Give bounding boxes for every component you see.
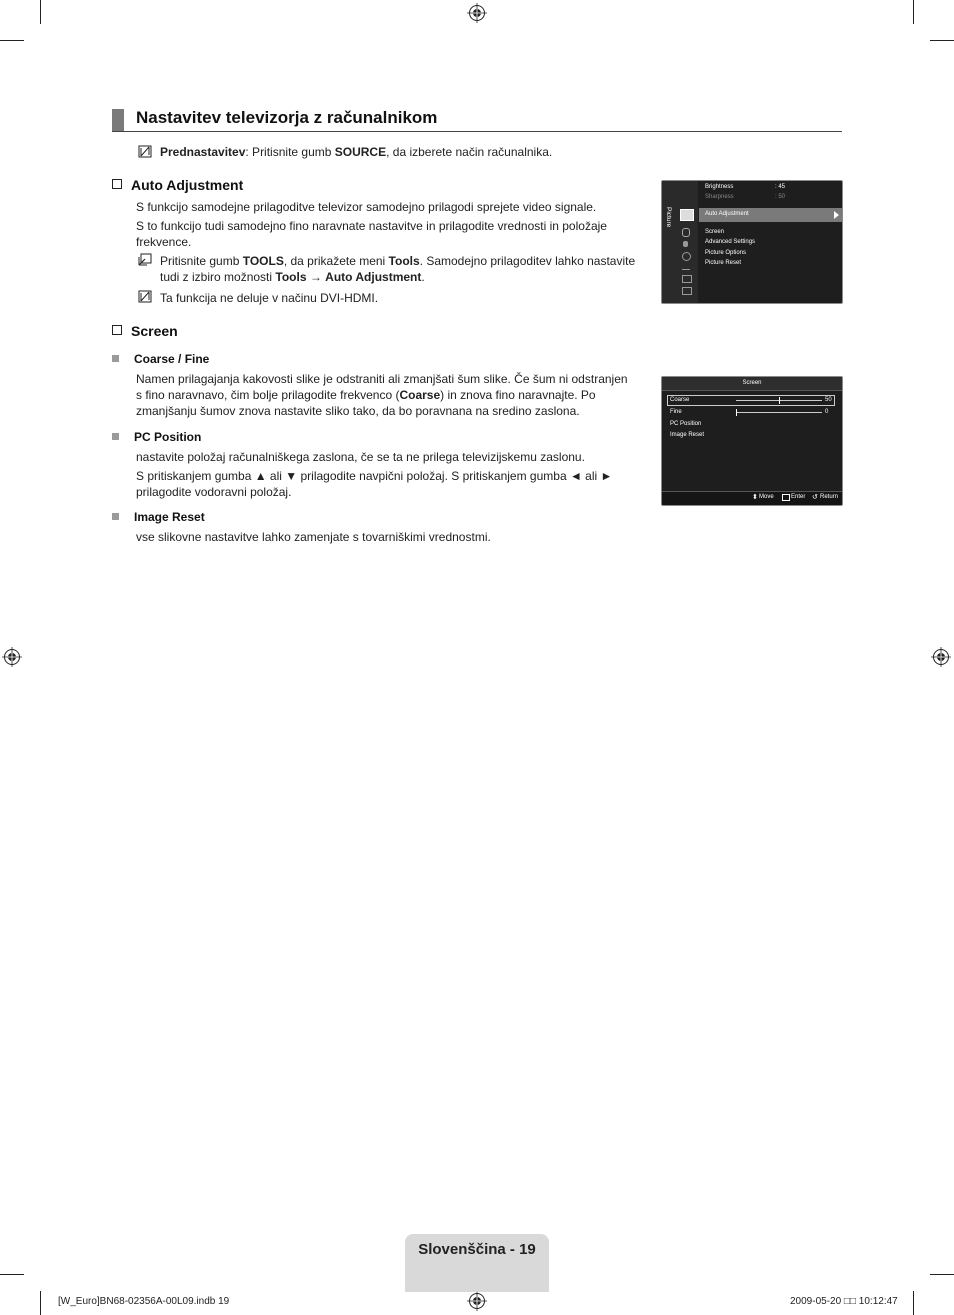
square-bullet-icon xyxy=(112,355,119,362)
osd-brightness-value: : 45 xyxy=(775,184,786,190)
osd-screen-title: Screen xyxy=(742,380,762,386)
return-icon: ↺ xyxy=(812,494,818,501)
osd-return: Return xyxy=(820,494,839,500)
checkbox-bullet-icon xyxy=(112,179,122,189)
osd-auto-adjustment[interactable]: Auto Adjustment xyxy=(705,211,749,217)
tools-line-1 xyxy=(160,253,660,269)
tools-menu: Tools xyxy=(275,270,307,284)
coarse-slider-knob[interactable] xyxy=(779,397,780,404)
section-heading: Screen xyxy=(131,323,178,339)
line: nastavite položaj računalniškega zaslona, če se ta ne prilega televizijskemu zaslonu. xyxy=(136,450,585,464)
auto-adjustment-option: Auto Adjustment xyxy=(325,270,422,284)
osd-sharpness-label: Sharpness xyxy=(705,194,734,200)
sub-heading: PC Position xyxy=(134,430,202,444)
fine-slider-knob[interactable] xyxy=(736,409,737,416)
move-icon: ⬍ xyxy=(752,494,758,501)
osd-coarse-value: 50 xyxy=(825,397,832,403)
crop-mark xyxy=(930,1274,954,1275)
registration-mark-icon xyxy=(467,3,487,23)
sub-pc-position xyxy=(112,430,201,444)
line: Namen prilagajanja kakovosti slike je odstraniti ali zmanjšati šum slike. Če šum ni odstranjen xyxy=(136,372,628,386)
image-reset-text: vse slikovne nastavitve lahko zamenjate s tovarniškimi vrednostmi. xyxy=(136,530,491,544)
osd-pc-position[interactable]: PC Position xyxy=(670,421,702,427)
page-title: Nastavitev televizorja z računalnikom xyxy=(136,108,438,127)
registration-mark-icon xyxy=(931,647,951,667)
text: tudi z izbiro možnosti xyxy=(160,270,276,284)
checkbox-bullet-icon xyxy=(112,325,122,335)
text: ) in znova fino naravnajte. Po xyxy=(440,388,596,402)
crop-mark xyxy=(913,1291,914,1315)
intro-note-text: , da izberete način računalnika. xyxy=(386,145,553,159)
input-icon xyxy=(682,264,690,270)
text: . xyxy=(421,270,425,284)
crop-mark xyxy=(913,0,914,24)
setup-icon xyxy=(682,252,691,261)
enter-icon xyxy=(782,494,790,501)
note-icon xyxy=(138,290,152,303)
crop-mark xyxy=(40,0,41,24)
square-bullet-icon xyxy=(112,513,119,520)
osd-menu-item[interactable]: Advanced Settings xyxy=(705,239,756,245)
osd-brightness-label: Brightness xyxy=(705,184,734,190)
sub-coarse-fine xyxy=(112,352,209,366)
picture-icon xyxy=(680,209,694,221)
crop-mark xyxy=(930,40,954,41)
title-divider xyxy=(112,131,842,132)
line: prilagodite vodoravni položaj. xyxy=(136,485,292,499)
print-slug-right: 2009-05-20 □□ 10:12:47 xyxy=(790,1296,898,1307)
square-bullet-icon xyxy=(112,433,119,440)
page-number: Slovenščina - 19 xyxy=(418,1241,536,1258)
osd-menu-item[interactable]: Screen xyxy=(705,229,725,235)
pc-position-text xyxy=(136,449,656,500)
osd-fine-label[interactable]: Fine xyxy=(670,409,682,415)
osd-image-reset[interactable]: Image Reset xyxy=(670,432,705,438)
section-screen xyxy=(112,323,178,339)
sub-image-reset xyxy=(112,510,205,524)
sub-heading: Coarse / Fine xyxy=(134,352,210,366)
fine-slider[interactable] xyxy=(736,412,822,413)
line: S pritiskanjem gumba ▲ ali ▼ prilagodite navpični položaj. S pritiskanjem gumba ◄ ali ► xyxy=(136,469,613,483)
auto-adjustment-text xyxy=(136,199,656,250)
osd-menu-item[interactable]: Picture Reset xyxy=(705,260,742,266)
note-icon xyxy=(138,145,152,158)
text: . Samodejno prilagoditev lahko nastavite xyxy=(419,254,636,268)
line xyxy=(136,387,656,403)
support-icon xyxy=(682,287,692,295)
print-slug-left: [W_Euro]BN68-02356A-00L09.indb 19 xyxy=(58,1296,230,1307)
dvi-note: Ta funkcija ne deluje v načinu DVI-HDMI. xyxy=(160,291,379,305)
section-heading: Auto Adjustment xyxy=(131,177,244,193)
paragraph: S funkcijo samodejne prilagoditve televizor samodejno prilagodi sprejete video signale. xyxy=(136,200,597,214)
registration-mark-icon xyxy=(467,1291,487,1311)
coarse-term: Coarse xyxy=(399,388,441,402)
text: Pritisnite gumb xyxy=(160,254,243,268)
tools-key: TOOLS xyxy=(242,254,284,268)
arrow: → xyxy=(306,270,326,284)
osd-picture-menu xyxy=(661,180,843,304)
registration-mark-icon xyxy=(2,647,22,667)
intro-note-bold: Prednastavitev xyxy=(160,145,246,159)
tools-icon xyxy=(138,253,152,266)
osd-screen-menu xyxy=(661,376,843,506)
tools-line-2 xyxy=(160,269,660,285)
crop-mark xyxy=(0,40,24,41)
tools-note xyxy=(160,253,660,285)
paragraph: S to funkcijo tudi samodejno fino naravnate nastavitve in prilagodite vrednosti in položaje xyxy=(136,219,607,233)
line: zmanjšanju šumov znova nastavite sliko tako, da bo poravnana na sredino zaslona. xyxy=(136,404,580,418)
channel-icon xyxy=(683,241,688,247)
paragraph: frekvence. xyxy=(136,235,192,249)
osd-menu-item[interactable]: Picture Options xyxy=(705,250,747,256)
tools-menu: Tools xyxy=(388,254,420,268)
osd-move: Move xyxy=(759,494,774,500)
text: s fino naravnavo, čim bolje prilagodite frekvenco ( xyxy=(136,388,400,402)
osd-side-label: Picture xyxy=(665,207,672,228)
crop-mark xyxy=(40,1291,41,1315)
title-accent-bar xyxy=(112,109,124,131)
application-icon xyxy=(682,275,692,283)
coarse-fine-text xyxy=(136,371,656,419)
crop-mark xyxy=(0,1274,24,1275)
osd-coarse-label: Coarse xyxy=(670,397,690,403)
intro-note-text: : Pritisnite gumb xyxy=(245,145,335,159)
section-auto-adjustment xyxy=(112,177,243,193)
intro-note xyxy=(160,144,552,160)
text: , da prikažete meni xyxy=(283,254,389,268)
sub-heading: Image Reset xyxy=(134,510,205,524)
osd-sharpness-value: : 50 xyxy=(775,194,786,200)
osd-fine-value: 0 xyxy=(825,409,829,415)
arrow-right-icon xyxy=(834,211,839,219)
osd-sidebar xyxy=(662,181,698,303)
source-key: SOURCE xyxy=(334,145,387,159)
sound-icon xyxy=(682,228,690,237)
osd-enter: Enter xyxy=(791,494,806,500)
